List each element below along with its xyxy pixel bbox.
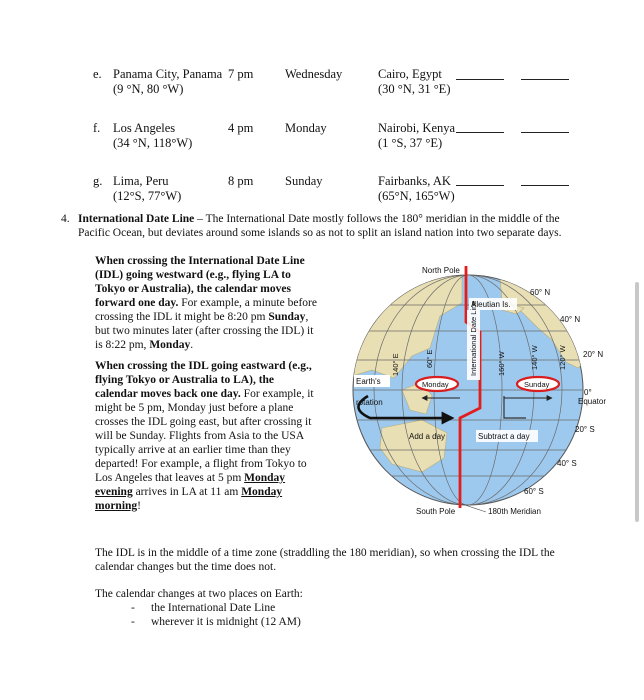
westward-day2: Monday — [149, 339, 191, 351]
lat-0-label: 0° — [584, 388, 592, 397]
row-time: 4 pm — [228, 121, 254, 135]
lon-60e-label: 60° E — [425, 349, 434, 368]
section-intro-text: – The International Date mostly follows the 180° meridian in the middle of the Pacific Ocean, but deviates around some islands so as not to split an island nation into two separate days. — [78, 213, 562, 239]
row-time: 7 pm — [228, 67, 254, 81]
eastward-bold: When crossing the IDL going eastward (e.g., flying Tokyo or Australia to LA), the calendar moves back one day. — [95, 360, 312, 400]
answer-blank-day[interactable] — [521, 185, 569, 186]
row-time: 8 pm — [228, 174, 254, 188]
idl-globe-diagram — [352, 258, 610, 520]
row-dest: Nairobi, Kenya — [378, 121, 456, 135]
lat-40n-label: 40° N — [560, 315, 581, 324]
row-dest: Cairo, Egypt — [378, 67, 442, 81]
section-number: 4. — [61, 213, 70, 225]
changes-item: the International Date Line — [151, 602, 276, 614]
row-dest-coords: (65°N, 165°W) — [378, 189, 455, 203]
westward-text: For example, a minute before crossing the IDL it might be 8:20 pm — [95, 297, 317, 323]
meridian-label: 180th Meridian — [488, 507, 541, 516]
row-city: Lima, Peru — [113, 174, 169, 188]
row-day: Sunday — [285, 174, 323, 188]
lat-40s-label: 40° S — [557, 459, 577, 468]
changes-bullet-dash: - — [131, 616, 135, 628]
eastward-paragraph — [95, 359, 317, 513]
north-pole-label: North Pole — [422, 266, 460, 275]
row-coords: (12°S, 77°W) — [113, 189, 182, 203]
row-dest-coords: (30 °N, 31 °E) — [378, 82, 451, 96]
eastward-underline1: Monday evening — [95, 472, 286, 498]
eastward-underline2: Monday morning — [95, 486, 283, 512]
lat-60s-label: 60° S — [524, 487, 544, 496]
lat-20n-label: 20° N — [583, 350, 604, 359]
section-title: International Date Line — [78, 213, 195, 225]
westward-paragraph — [95, 254, 317, 352]
idl-time-note: The IDL is in the middle of a time zone (straddling the 180 meridian), so when crossing the IDL the calendar changes but the time does not. — [95, 547, 555, 573]
south-pole-label: South Pole — [416, 507, 456, 516]
row-letter: e. — [93, 67, 102, 81]
lat-60n-label: 60° N — [530, 288, 551, 297]
lon-160w-label: 160° W — [497, 351, 506, 376]
row-dest: Fairbanks, AK — [378, 174, 451, 188]
answer-blank-time[interactable] — [456, 185, 504, 186]
section-intro — [78, 212, 578, 240]
row-coords: (9 °N, 80 °W) — [113, 82, 184, 96]
changes-item: wherever it is midnight (12 AM) — [151, 616, 301, 628]
earths-label: Earth's — [356, 377, 381, 386]
lon-120w-label: 120° W — [558, 345, 567, 370]
lat-20s-label: 20° S — [575, 425, 595, 434]
row-letter: f. — [93, 121, 101, 135]
monday-label: Monday — [422, 380, 449, 389]
equator-label: Equator — [578, 397, 607, 406]
add-day-label: Add a day — [409, 432, 446, 441]
answer-blank-time[interactable] — [456, 132, 504, 133]
lon-140e-label: 140° E — [391, 353, 400, 376]
answer-blank-day[interactable] — [521, 79, 569, 80]
row-day: Wednesday — [285, 67, 343, 81]
row-coords: (34 °N, 118°W) — [113, 136, 193, 150]
westward-bold: When crossing the International Date Line (IDL) going westward (e.g., flying LA to Tokyo or Australia), the calendar moves forward one day. — [95, 255, 305, 309]
changes-intro: The calendar changes at two places on Earth: — [95, 588, 303, 600]
sunday-label: Sunday — [524, 380, 550, 389]
scrollbar-thumb[interactable] — [635, 282, 639, 522]
lon-140w-label: 140° W — [530, 345, 539, 370]
changes-bullet-dash: - — [131, 602, 135, 614]
row-day: Monday — [285, 121, 327, 135]
eastward-text: For example, it might be 5 pm, Monday just before a plane crosses the IDL going east, but after crossing it will be Sunday. Flights from Asia to the USA typically arrive at an earlier time than they departed! For example, a flight from Tokyo to Los Angeles that leaves at 5 pm — [95, 388, 314, 484]
subtract-day-label: Subtract a day — [478, 432, 530, 441]
westward-day1: Sunday — [268, 311, 306, 323]
eastward-text3: ! — [137, 500, 142, 512]
answer-blank-time[interactable] — [456, 79, 504, 80]
row-city: Los Angeles — [113, 121, 176, 135]
row-letter: g. — [93, 174, 103, 188]
rotation-label: rotation — [356, 398, 383, 407]
idl-label: International Date Line — [469, 300, 478, 376]
row-dest-coords: (1 °S, 37 °E) — [378, 136, 443, 150]
row-city: Panama City, Panama — [113, 67, 223, 81]
westward-text2: , but two minutes later (after crossing the IDL) it is 8:22 pm, — [95, 311, 314, 351]
westward-text3: . — [190, 339, 194, 351]
answer-blank-day[interactable] — [521, 132, 569, 133]
aleutian-label: Aleutian Is. — [471, 300, 511, 309]
eastward-text2: arrives in LA at 11 am — [132, 486, 242, 498]
